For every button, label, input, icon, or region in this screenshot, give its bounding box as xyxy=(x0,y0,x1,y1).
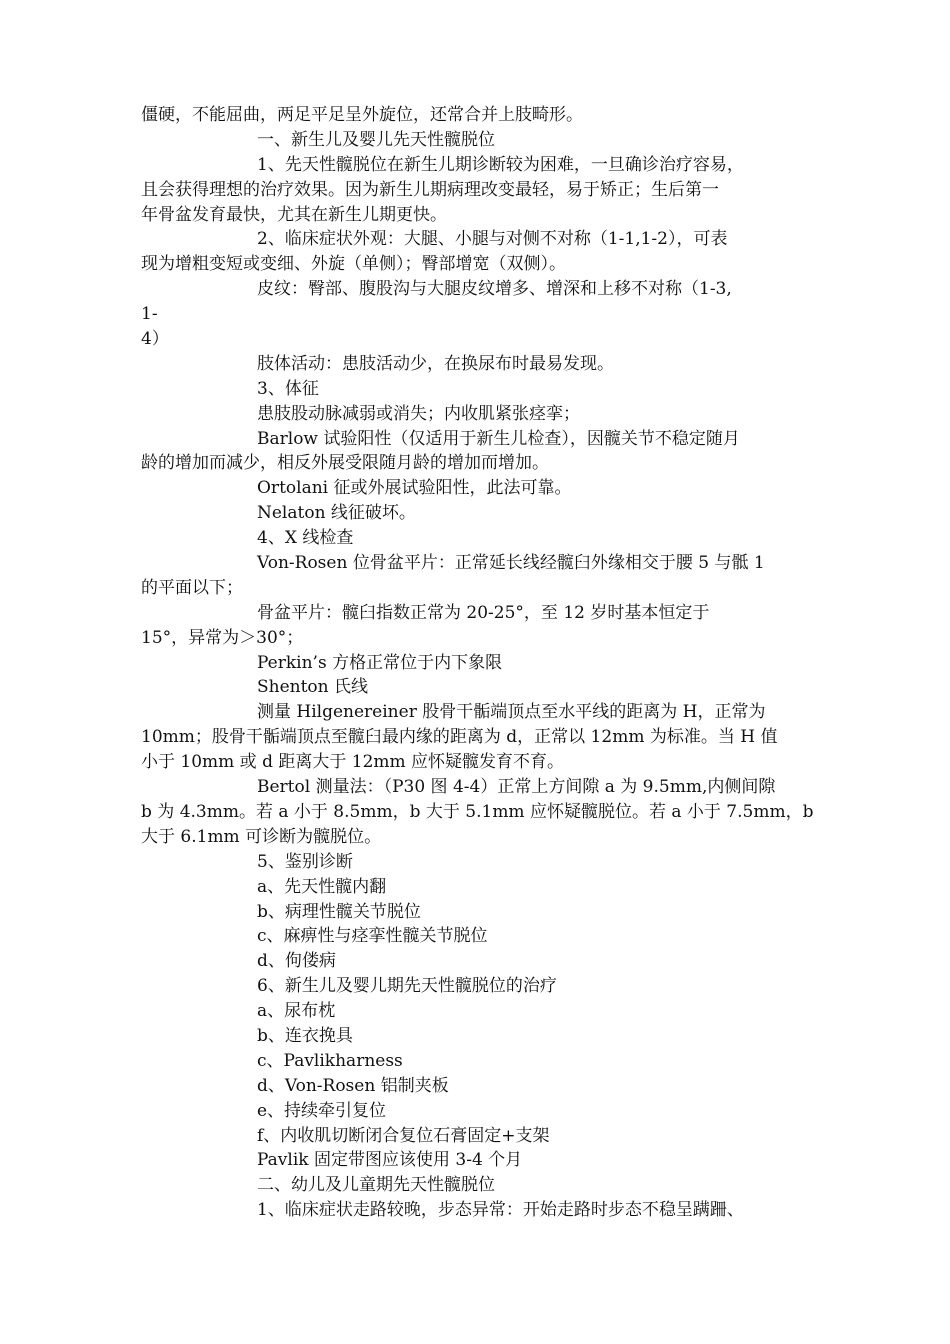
document-body xyxy=(141,103,813,1223)
text-line: 1、先天性髋脱位在新生儿期诊断较为困难，一旦确诊治疗容易， xyxy=(257,154,744,175)
text-line: d、Von-Rosen 铝制夹板 xyxy=(257,1075,449,1096)
text-line: b 为 4.3mm。若 a 小于 8.5mm，b 大于 5.1mm 应怀疑髋脱位。若 a 小于 7.5mm，b xyxy=(141,801,814,822)
text-line: Perkin’s 方格正常位于内下象限 xyxy=(257,652,503,673)
text-line: Ortolani 征或外展试验阳性，此法可靠。 xyxy=(257,478,572,499)
text-line: 患肢股动脉减弱或消失；内收肌紧张痉挛； xyxy=(257,403,580,424)
text-line: a、尿布枕 xyxy=(257,1001,336,1022)
text-line: 一、新生儿及婴儿先天性髋脱位 xyxy=(257,129,495,150)
text-line: 4、X 线检查 xyxy=(257,528,354,549)
text-line: 且会获得理想的治疗效果。因为新生儿期病理改变最轻，易于矫正；生后第一 xyxy=(141,179,719,200)
text-line: f、内收肌切断闭合复位石膏固定+支架 xyxy=(257,1125,550,1146)
text-line: 的平面以下； xyxy=(141,577,243,598)
text-line: 4） xyxy=(141,329,169,350)
text-line: Barlow 试验阳性（仅适用于新生儿检查），因髋关节不稳定随月 xyxy=(257,428,740,449)
text-line: a、先天性髋内翻 xyxy=(257,876,387,897)
text-line: 1- xyxy=(141,304,158,325)
text-line: Bertol 测量法：（P30 图 4-4）正常上方间隙 a 为 9.5mm,内侧间隙 xyxy=(257,777,776,798)
text-line: 2、临床症状外观：大腿、小腿与对侧不对称（1-1,1-2），可表 xyxy=(257,229,728,250)
text-line: c、麻痹性与痉挛性髋关节脱位 xyxy=(257,926,488,947)
text-line: 小于 10mm 或 d 距离大于 12mm 应怀疑髋发育不育。 xyxy=(141,752,565,773)
text-line: 测量 Hilgenereiner 股骨干骺端顶点至水平线的距离为 H，正常为 xyxy=(257,702,766,723)
text-line: 二、幼儿及儿童期先天性髋脱位 xyxy=(257,1175,495,1196)
text-line: 3、体征 xyxy=(257,378,319,399)
text-line: Von-Rosen 位骨盆平片：正常延长线经髋臼外缘相交于腰 5 与骶 1 xyxy=(257,553,765,574)
text-line: b、病理性髋关节脱位 xyxy=(257,901,421,922)
text-line: 大于 6.1mm 可诊断为髋脱位。 xyxy=(141,826,382,847)
text-line: 5、鉴别诊断 xyxy=(257,851,353,872)
text-line: Pavlik 固定带图应该使用 3-4 个月 xyxy=(257,1150,523,1171)
text-line: 10mm；股骨干骺端顶点至髋臼最内缘的距离为 d，正常以 12mm 为标准。当 H 值 xyxy=(141,727,778,748)
text-line: 年骨盆发育最快，尤其在新生儿期更快。 xyxy=(141,204,447,225)
text-line: d、佝偻病 xyxy=(257,951,336,972)
text-line: 僵硬，不能屈曲，两足平足呈外旋位，还常合并上肢畸形。 xyxy=(141,105,583,125)
text-line: 骨盆平片：髋臼指数正常为 20-25°，至 12 岁时基本恒定于 xyxy=(257,602,710,623)
text-line: 龄的增加而减少，相反外展受限随月龄的增加而增加。 xyxy=(141,453,549,474)
text-line: 15°，异常为＞30°； xyxy=(141,627,304,648)
text-line: c、Pavlikharness xyxy=(257,1050,403,1071)
text-line: 1、临床症状走路较晚，步态异常：开始走路时步态不稳呈蹒跚、 xyxy=(257,1200,744,1221)
text-line: 肢体活动：患肢活动少，在换尿布时最易发现。 xyxy=(257,353,614,374)
text-line: Shenton 氏线 xyxy=(257,677,369,698)
text-line: Nelaton 线征破坏。 xyxy=(257,503,416,524)
text-line: 皮纹：臀部、腹股沟与大腿皮纹增多、增深和上移不对称（1-3, xyxy=(257,279,732,300)
text-line: e、持续牵引复位 xyxy=(257,1100,387,1121)
text-line: b、连衣挽具 xyxy=(257,1025,353,1046)
text-line: 现为增粗变短或变细、外旋（单侧）；臀部增宽（双侧）。 xyxy=(141,254,566,275)
text-line: 6、新生儿及婴儿期先天性髋脱位的治疗 xyxy=(257,976,557,997)
